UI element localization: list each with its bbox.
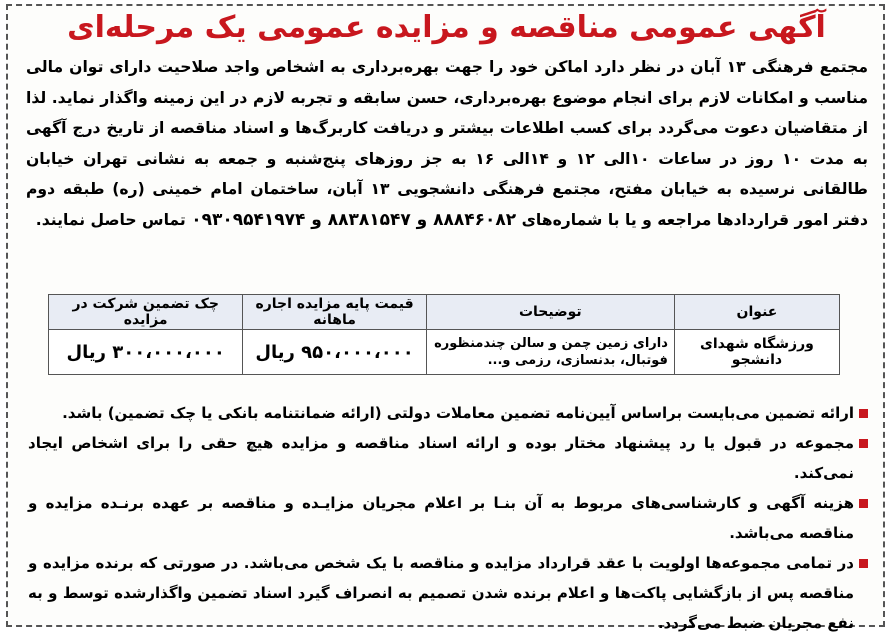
note-item: [28, 428, 868, 488]
base-price: ۹۵۰،۰۰۰،۰۰۰ ریال: [243, 330, 426, 375]
note-item: [28, 488, 868, 548]
page-title: آگهی عمومی مناقصه و مزایده عمومی یک مرحله‌ای: [67, 10, 826, 45]
venue-title: ورزشگاه شهدای دانشجو: [674, 330, 839, 375]
note-text: ارائه تضمین می‌بایست براساس آیین‌نامه تضمین معاملات دولتی (ارائه ضمانتنامه بانکی یا چک تضمین) باشد.: [62, 404, 854, 422]
note-text: مجموعه در قبول یا رد پیشنهاد مختار بوده و ارائه اسناد مناقصه و مزایده هیچ حقی را برای اشخاص ایجاد نمی‌کند.: [28, 434, 854, 482]
intro-paragraph: [26, 52, 868, 235]
col-desc-header: توضیحات: [426, 295, 674, 330]
guarantee-amount: ۳۰۰،۰۰۰،۰۰۰ ریال: [49, 330, 243, 375]
col-guarantee-header: چک تضمین شرکت در مزایده: [49, 295, 243, 330]
phone-numbers: ۸۸۸۴۶۰۸۲ و ۸۸۳۸۱۵۴۷ و ۰۹۳۰۹۵۴۱۹۷۴: [191, 209, 517, 230]
square-bullet-icon: [859, 499, 868, 508]
col-title-header: عنوان: [674, 295, 839, 330]
square-bullet-icon: [859, 559, 868, 568]
tender-table: [48, 294, 840, 375]
col-price-header: قیمت پایه مزایده اجاره ماهانه: [243, 295, 426, 330]
note-item: [28, 548, 868, 638]
square-bullet-icon: [859, 439, 868, 448]
note-item: [28, 398, 868, 428]
note-text: هزینه آگهی و کارشناسی‌های مربوط به آن بنـا بر اعلام مجریان مزایـده و مناقصه بر عهده برنـده مزایده و مناقصه می‌باشد.: [28, 494, 854, 542]
note-text: در تمامی مجموعه‌ها اولویت با عقد قرارداد مزایده و مناقصه با یک شخص می‌باشد. در صورتی که برنده مزایده و مناقصه پس از بازگشایی پاکت‌ها و اعلام برنده شدن تصمیم به انصراف گیرد اسناد تضمین واگذارشده توسط و به نفع مجریان ضبط می‌گردد.: [28, 554, 854, 632]
square-bullet-icon: [859, 409, 868, 418]
table-header-row: [49, 295, 840, 330]
intro-tail: تماس حاصل نمایند.: [35, 210, 186, 229]
table-row: [49, 330, 840, 375]
venue-description: دارای زمین چمن و سالن چندمنظوره فوتبال، بدنسازی، رزمی و...: [426, 330, 674, 375]
intro-text: مجتمع فرهنگی ۱۳ آبان در نظر دارد اماکن خود را جهت بهره‌برداری به اشخاص واجد صلاحیت دارای توان مالی مناسب و امکانات لازم برای انجام موضوع بهره‌برداری، حسن سابقه و تجربه لازم در این زمینه واگذار نماید. لذا از متقاضیان دعوت می‌گردد برای کسب اطلاعات بیشتر و دریافت کاربرگ‌ها و اسناد مناقصه از تاریخ درج آگهی به مدت ۱۰ روز در ساعات ۱۰الی ۱۲ و ۱۴الی ۱۶ به جز روزهای پنج‌شنبه و جمعه به نشانی تهران خیابان طالقانی نرسیده به خیابان مفتح، مجتمع فرهنگی دانشجویی ۱۳ آبان، ساختمان امام خمینی (ره) طبقه دوم دفتر امور قراردادها مراجعه و یا با شماره‌های: [26, 58, 869, 229]
notes-list: [28, 398, 868, 638]
